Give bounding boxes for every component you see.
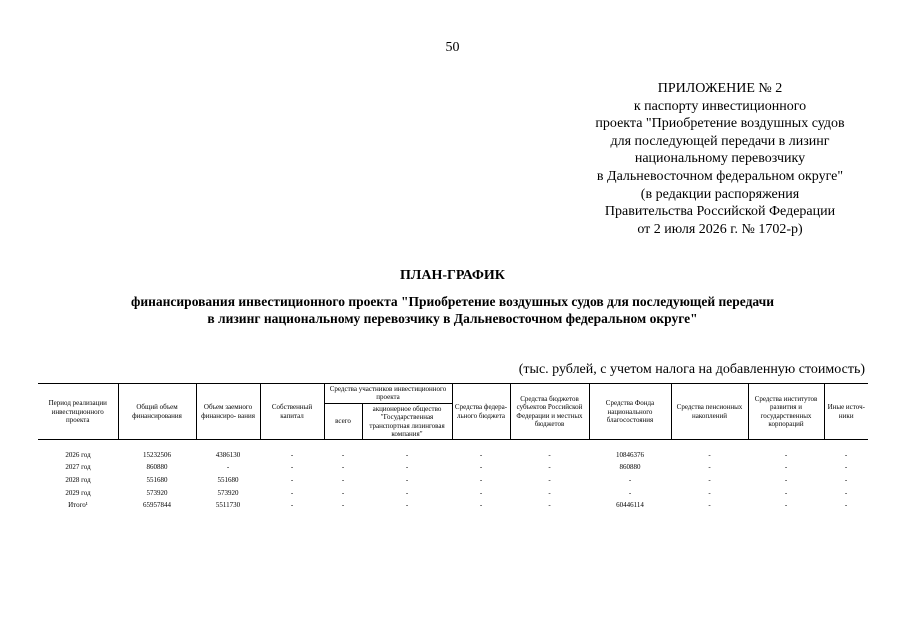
header-other: Иные источ- ники [824, 384, 868, 440]
table-cell: 860880 [619, 463, 641, 472]
table-cell: 573920 [146, 488, 168, 497]
table-cell: - [844, 463, 848, 472]
document-title: ПЛАН-ГРАФИК [400, 268, 505, 283]
table-cell: - [844, 488, 848, 497]
table-cell: - [290, 488, 294, 497]
appendix-line: национальному перевозчику [634, 151, 806, 167]
header-loan: Объем заемного финансиро- вания [196, 384, 260, 440]
appendix-line: в Дальневосточном федеральном округе" [596, 168, 844, 184]
table-cell: 573920 [217, 488, 239, 497]
table-cell: 65957844 [143, 501, 171, 510]
table-cell: - [784, 475, 788, 484]
table-cell: - [405, 463, 409, 472]
header-federal: Средства федера- льного бюджета [452, 384, 510, 440]
table-cell: - [290, 475, 294, 484]
table-cell: - [341, 475, 345, 484]
table-row [38, 474, 868, 487]
table-cell: 2028 год [65, 475, 91, 484]
appendix-block [590, 80, 850, 238]
table-cell: - [844, 475, 848, 484]
appendix-line: от 2 июля 2026 г. № 1702-р) [637, 221, 803, 237]
table-cell: - [405, 450, 409, 459]
header-total: Общий объем финансирования [118, 384, 196, 440]
table-row [38, 440, 868, 461]
table-cell: - [784, 501, 788, 510]
table-cell: - [844, 501, 848, 510]
table-cell: - [708, 475, 711, 484]
header-nwf: Средства Фонда национального благосостояния [589, 384, 671, 440]
table-cell: - [708, 501, 711, 510]
table-cell: 2029 год [65, 488, 91, 497]
table-cell: - [548, 450, 551, 459]
table-cell: - [341, 488, 345, 497]
appendix-line: к паспорту инвестиционного [633, 98, 807, 114]
financing-table [38, 383, 868, 512]
table-cell: - [708, 450, 711, 459]
table-cell: 2027 год [65, 463, 91, 472]
table-cell: - [290, 501, 294, 510]
header-own-capital: Собственный капитал [260, 384, 324, 440]
table-cell: - [784, 488, 788, 497]
appendix-line: Правительства Российской Федерации [604, 204, 836, 220]
table-cell: 10846376 [616, 450, 644, 459]
header-institutes: Средства институтов развития и государственных корпораций [748, 384, 824, 440]
table-cell: 551680 [146, 475, 168, 484]
table-cell: - [784, 463, 788, 472]
table-cell: - [548, 488, 551, 497]
table-cell: - [548, 501, 551, 510]
table-cell: 860880 [146, 463, 168, 472]
table-row [38, 499, 868, 512]
appendix-line: (в редакции распоряжения [640, 186, 800, 202]
header-pension: Средства пенсионных накоплений [671, 384, 748, 440]
table-row [38, 487, 868, 500]
appendix-line: для последующей передачи в лизинг [610, 133, 830, 149]
header-participants-company: акционерное общество "Государственная транспортная лизинговая компания" [362, 403, 452, 440]
table-cell: - [844, 450, 848, 459]
table-cell: - [479, 450, 483, 459]
table-cell: - [341, 463, 345, 472]
subtitle-line: в лизинг национальному перевозчику в Дальневосточном федеральном округе" [207, 311, 698, 326]
table-cell: - [226, 463, 230, 472]
table-cell: - [479, 501, 483, 510]
table-cell: - [290, 450, 294, 459]
table-cell: - [479, 488, 483, 497]
table-cell: 2026 год [65, 450, 91, 459]
table-cell: - [628, 475, 632, 484]
page-number: 50 [445, 40, 460, 55]
table-cell: - [405, 475, 409, 484]
appendix-line: ПРИЛОЖЕНИЕ № 2 [657, 81, 783, 96]
table-cell: - [548, 475, 551, 484]
header-participants-total: всего [324, 403, 362, 440]
table-cell: - [548, 463, 551, 472]
table-cell: - [708, 463, 711, 472]
table-cell: - [341, 501, 345, 510]
table-cell: - [628, 488, 632, 497]
table-cell: 4386130 [215, 450, 241, 459]
table-cell: - [784, 450, 788, 459]
table-cell: Итого¹ [68, 501, 88, 510]
header-period: Период реализации инвестиционного проекта [38, 384, 118, 440]
table-cell: 60446114 [616, 501, 644, 510]
table-row [38, 461, 868, 474]
table-cell: - [405, 501, 409, 510]
table-cell: - [708, 488, 711, 497]
appendix-line: проекта "Приобретение воздушных судов [595, 116, 845, 132]
table-cell: - [479, 463, 483, 472]
header-participants: Средства участников инвестиционного проекта [324, 384, 452, 404]
table-cell: 5511730 [215, 501, 241, 510]
header-regional: Средства бюджетов субъектов Российской Федерации и местных бюджетов [510, 384, 589, 440]
subtitle-line: финансирования инвестиционного проекта "Приобретение воздушных судов для последующей передачи [130, 294, 774, 309]
units-note: (тыс. рублей, с учетом налога на добавленную стоимость) [518, 362, 865, 377]
table-cell: - [479, 475, 483, 484]
table-cell: 15232506 [143, 450, 171, 459]
table-cell: - [405, 488, 409, 497]
table-cell: 551680 [217, 475, 239, 484]
document-subtitle [20, 293, 885, 327]
table-cell: - [290, 463, 294, 472]
table-cell: - [341, 450, 345, 459]
